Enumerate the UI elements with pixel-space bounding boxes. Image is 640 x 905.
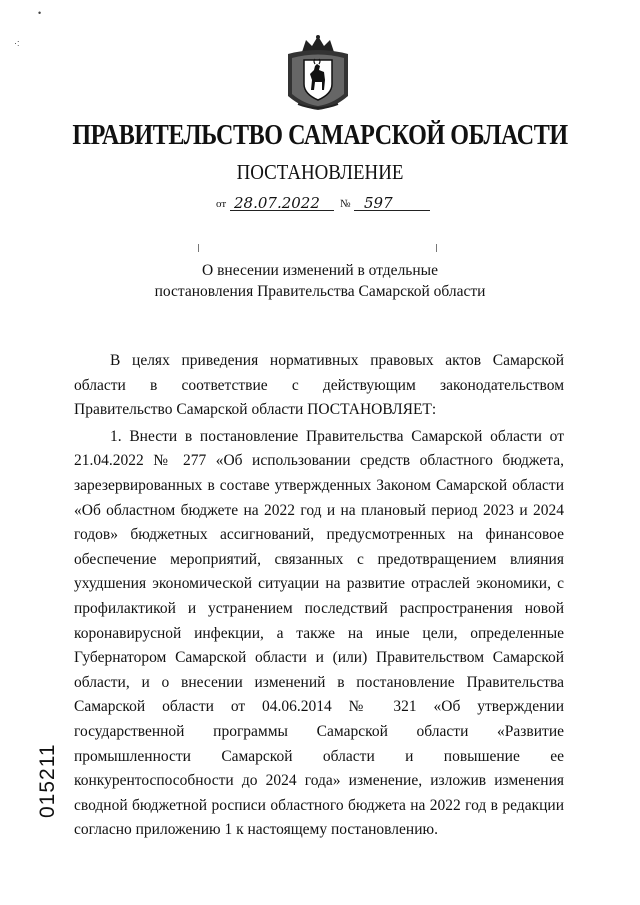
number-prefix: № — [340, 198, 351, 210]
document-body — [74, 349, 564, 843]
samara-coat-of-arms-icon — [284, 34, 352, 112]
scan-mark: • — [38, 8, 42, 18]
subject-line: О внесении изменений в отдельные — [202, 262, 438, 279]
government-title: ПРАВИТЕЛЬСТВО САМАРСКОЙ ОБЛАСТИ — [72, 120, 568, 151]
subject-line: постановления Правительства Самарской области — [154, 283, 486, 300]
body-paragraph: 1. Внести в постановление Правительства Самарской области от 21.04.2022 № 277 «Об использовании средств областного бюджета, зарезервированных в составе утвержденных Законом Самарской области «Об областном бюджете на 2022 год и на плановый период 2023 и 2024 годов» бюджетных ассигнований, предусмотренных на финансовое обеспечение мероприятий, связанных с предотвращением влияния ухудшения экономической ситуации на развитие отраслей экономики, с профилактикой и устранением последствий распространения новой коронавирусной инфекции, а также на иные цели, определенные Губернатором Самарской области и (или) Правительством Самарской области, и о внесении изменений в постановление Правительства Самарской области от 04.06.2014 № 321 «Об утверждении государственной программы Самарской области «Развитие промышленности Самарской области и повышение ее конкурентоспособности до 2024 года» изменение, изложив изменения сводной бюджетной росписи областного бюджета на 2022 год в редакции согласно приложению 1 к настоящему постановлению. — [74, 427, 564, 839]
scan-mark: ·: — [14, 38, 20, 48]
side-serial-number: 015211 — [36, 743, 59, 818]
document-type: ПОСТАНОВЛЕНИЕ — [236, 160, 404, 184]
date-number-line — [216, 190, 431, 214]
bracket-corner-right — [430, 244, 437, 252]
date-value: 28.07.2022 — [234, 194, 320, 212]
body-paragraph: В целях приведения нормативных правовых актов Самарской области в соответствие с действующим законодательством Правительство Самарской области ПОСТАНОВЛЯЕТ: — [74, 352, 564, 419]
date-prefix: от — [216, 198, 227, 210]
number-value: 597 — [364, 194, 393, 212]
bracket-corner-left — [198, 244, 205, 252]
document-subject — [0, 260, 640, 302]
